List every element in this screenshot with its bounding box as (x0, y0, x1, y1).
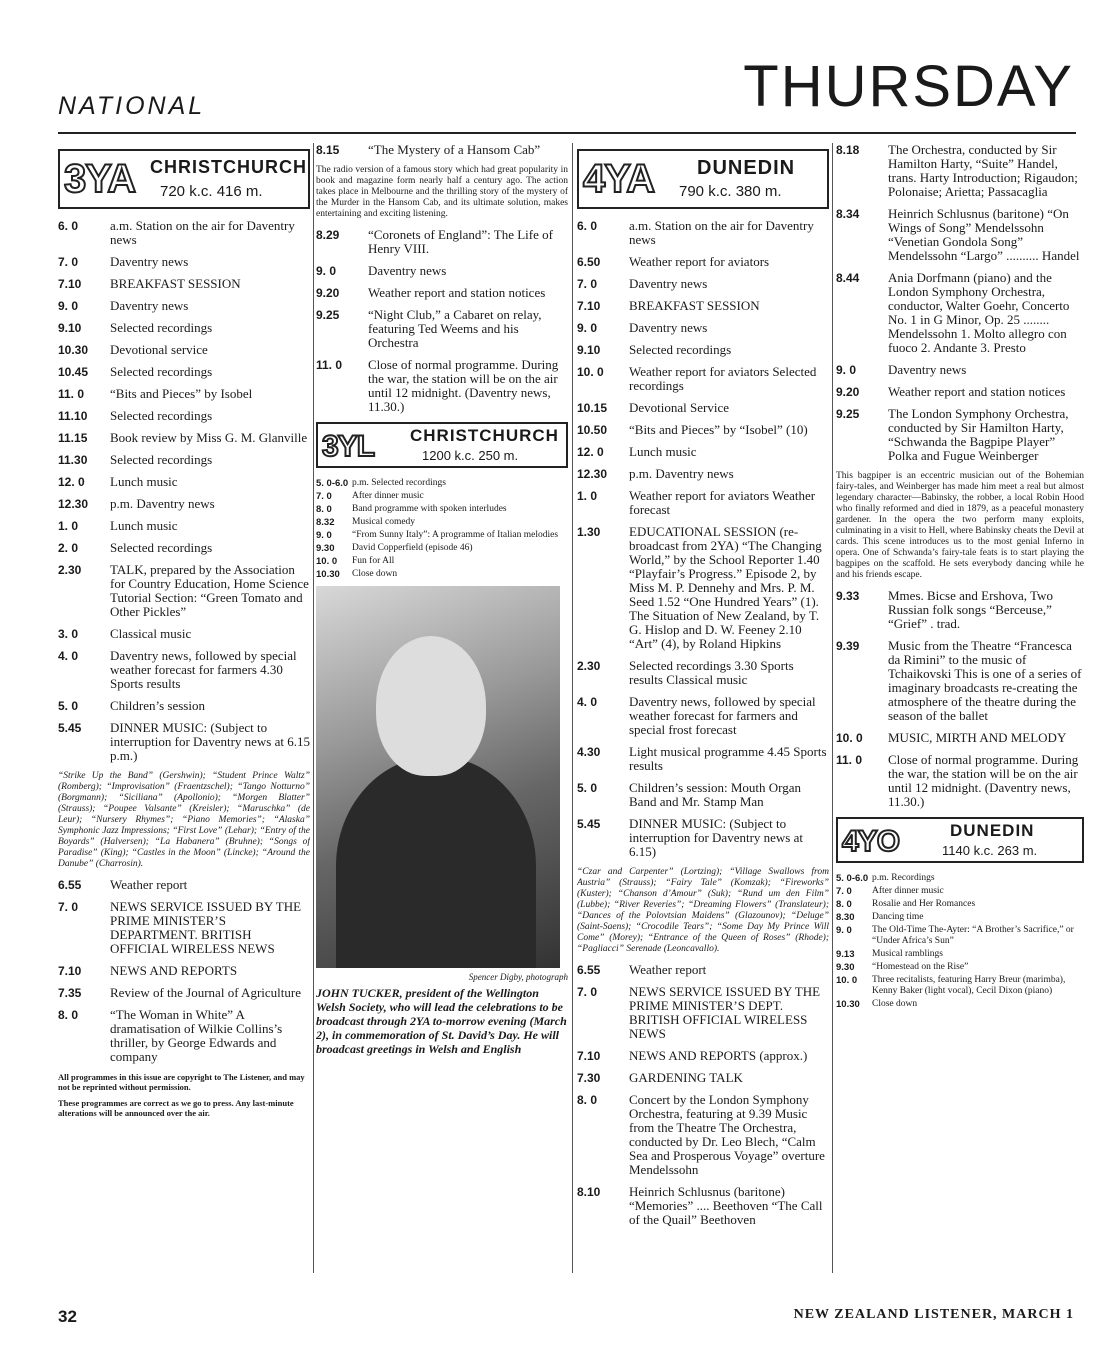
photo-caption: JOHN TUCKER, president of the Wellington Welsh Society, who will lead the celebrations to be broadcast through 2YA to-morrow evening (March 2), in commemoration of St. David’s Day. He will broadcast greetings in Welsh and English (316, 986, 567, 1056)
entry-description: BREAKFAST SESSION (110, 276, 241, 291)
programme-entry (836, 925, 1084, 947)
entry-time: 9.25 (836, 407, 860, 421)
entry-description: Children’s session (110, 698, 205, 713)
programme-entry (836, 143, 1084, 199)
column-4ya (577, 143, 829, 1273)
entry-description: Selected recordings (110, 320, 213, 335)
programme-entry (316, 286, 568, 300)
entry-time: 9.30 (316, 543, 335, 554)
entry-time: 8.32 (316, 517, 335, 528)
entry-time: 7.10 (577, 299, 601, 313)
entry-time: 9.39 (836, 639, 860, 653)
entry-time: 10. 0 (577, 365, 604, 379)
entry-description: Weather report for aviators (629, 254, 770, 269)
section-label: NATIONAL (58, 92, 206, 120)
entry-time: 3. 0 (58, 627, 79, 641)
entry-description: MUSIC, MIRTH AND MELODY (888, 730, 1067, 745)
entry-time: 8. 0 (577, 1093, 598, 1107)
entry-description: Daventry news, followed by special weather forecast for farmers 4.30 Sports results (110, 648, 297, 691)
station-call: 3YA (64, 157, 136, 201)
programme-entry (577, 365, 829, 393)
entry-description: Daventry news (629, 320, 708, 335)
entry-description: Selected recordings (110, 364, 213, 379)
entry-time: 10. 0 (836, 975, 858, 986)
entry-description: Lunch music (110, 518, 178, 533)
entry-time: 8.18 (836, 143, 860, 157)
entry-description: Daventry news (110, 298, 189, 313)
entry-description: Devotional service (110, 342, 208, 357)
programme-entry (836, 731, 1084, 745)
column-divider (572, 143, 573, 1273)
programme-entry (577, 1071, 829, 1085)
photo-credit: Spencer Digby, photograph (468, 972, 568, 982)
programme-entry (58, 409, 310, 423)
entry-time: 11. 0 (58, 387, 85, 401)
programme-entry (58, 519, 310, 533)
programme-entry (836, 207, 1084, 263)
station-frequency: 1140 k.c. 263 m. (942, 843, 1038, 858)
programme-entry (58, 721, 310, 763)
entry-description: The Old-Time The-Ayter: “A Brother’s Sacrifice,” or “Under Africa’s Sun” (872, 925, 1074, 946)
entry-time: 11. 0 (836, 753, 863, 767)
programme-entry (58, 343, 310, 357)
station-city: DUNEDIN (950, 821, 1035, 840)
dinner-music-note: “Czar and Carpenter” (Lortzing); “Village Swallows from Austria” (Strauss); “Fairy Tale” (Komzak); “Fireworks” (Kuster); “Chanson d’Amour” (Suk); “Rund um den Film” (Lubbe); “River Reveries”; “Dreaming Flowers” (Translateur); “Dances of the Polovtsian Maidens” (Glazounov); “Deluge” (Saint-Saens); “Crocodile Tears”; “Some Day My Prince Will Come” (Morey); “Entrance of the Queen of Roses” (Rhode); “Pagliacci” Serenade (Leoncavallo). (577, 867, 829, 954)
entry-time: 8.10 (577, 1185, 601, 1199)
entry-time: 9. 0 (316, 264, 337, 278)
entry-description: Mmes. Bicse and Ershova, Two Russian folk songs “Berceuse,” “Grief” . trad. (888, 588, 1053, 631)
bagpipe-note: This bagpiper is an eccentric musician out of the Bohemian fairy-tales, and Weinberger has made him meet a real but almost legendary character—Babinsky, the robber, a local Robin Hood who finally reformed and died in 1879, as a peaceful monastery gardener. In the opera the two perform many exploits, culminating in a visit to Hell, where Babinsky cheats the Devil at cards. This scene introduces us to the most genial Inferno in opera. One of Schwanda’s fairy-tale feats is to start playing the bagpipes on the scaffold. He sets everybody dancing while he and his friends escape. (836, 471, 1084, 580)
entry-description: Close of normal programme. During the war, the station will be on the air until 12 midnight. (Daventry news, 11.30.) (888, 752, 1079, 809)
entry-description: Weather report (629, 962, 707, 977)
programme-entry (58, 541, 310, 555)
entry-time: 5.45 (577, 817, 601, 831)
entry-time: 9.10 (58, 321, 82, 335)
entry-time: 10.15 (577, 401, 608, 415)
entry-time: 4. 0 (577, 695, 598, 709)
entry-description: p.m. Recordings (872, 873, 935, 883)
entry-description: TALK, prepared by the Association for Country Education, Home Science Tutorial Section: “Green Tomato and Other Pickles” (110, 562, 309, 619)
entry-description: Lunch music (629, 444, 697, 459)
station-city: CHRISTCHURCH (410, 426, 559, 445)
programme-entry (58, 431, 310, 445)
programme-entry (58, 255, 310, 269)
programme-entry (316, 530, 568, 541)
entry-time: 7.10 (58, 277, 82, 291)
entry-time: 12.30 (58, 497, 89, 511)
programme-entry (577, 817, 829, 859)
entry-description: Rosalie and Her Romances (872, 899, 976, 909)
entry-time: 2.30 (577, 659, 601, 673)
programme-entry (836, 753, 1084, 809)
station-call: 4YO (842, 825, 900, 858)
programme-entry (577, 1093, 829, 1177)
header-rule (58, 132, 1076, 134)
programme-entry (836, 271, 1084, 355)
entry-description: “Night Club,” a Cabaret on relay, featuring Ted Weems and his Orchestra (368, 307, 542, 350)
entry-description: Musical comedy (352, 517, 416, 527)
entry-description: Close down (352, 569, 398, 579)
programme-entry (577, 659, 829, 687)
entry-time: 5. 0-6.0 (316, 478, 349, 489)
programme-entry (836, 385, 1084, 399)
entry-time: 5. 0-6.0 (836, 873, 869, 884)
programme-entry (58, 321, 310, 335)
page-number: 32 (58, 1307, 77, 1326)
programme-entry (577, 695, 829, 737)
entry-time: 10.45 (58, 365, 89, 379)
programme-entry (836, 962, 1084, 973)
entry-time: 10. 0 (836, 731, 863, 745)
station-call: 4YA (583, 157, 655, 201)
entry-description: Selected recordings (110, 540, 213, 555)
programme-entry (316, 517, 568, 528)
programme-entry (316, 504, 568, 515)
entry-time: 6. 0 (58, 219, 79, 233)
station-frequency: 1200 k.c. 250 m. (422, 448, 519, 463)
programme-entry (836, 407, 1084, 463)
station-city: DUNEDIN (697, 157, 796, 179)
entry-time: 9. 0 (58, 299, 79, 313)
column-3ya-evening (316, 143, 568, 1273)
entry-description: p.m. Daventry news (629, 466, 734, 481)
entry-time: 10.30 (836, 999, 860, 1010)
programme-entry (577, 489, 829, 517)
dinner-music-note: “Strike Up the Band” (Gershwin); “Student Prince Waltz” (Romberg); “Improvisation” (Fraentzschel); “Tango Notturno” (Borgmann); “Siciliana” (Apollonio); “Morgen Blatter” (Strauss); “Poupee Valsante” (Kreisler); “Maruschka” (de Leur); “Nursery Rhymes”; “Piano Memories”; “Alaska” Symphonic Jazz Impressions; “First Love” (Lehar); “Entry of the Boyards” (Halversen); “La Habanera” (Bruhne); “Songs of Paradise” (King); “Castles in the Moon” (Lincke); “Around the Danube” (Charrosin). (58, 771, 310, 869)
entry-description: a.m. Station on the air for Daventry news (629, 218, 814, 247)
entry-description: Weather report for aviators Weather forecast (629, 488, 816, 517)
entry-description: David Copperfield (episode 46) (352, 543, 473, 553)
entry-time: 1.30 (577, 525, 601, 539)
entry-description: NEWS AND REPORTS (110, 963, 238, 978)
entry-description: Daventry news, followed by special weather forecast for farmers and special frost forecast (629, 694, 816, 737)
entry-description: Three recitalists, featuring Harry Breur (marimba), Kenny Baker (light vocal), Cecil Dixon (piano) (872, 975, 1066, 996)
entry-time: 9.25 (316, 308, 340, 322)
entry-time: 6.55 (577, 963, 601, 977)
entry-description: Weather report (110, 877, 188, 892)
station-box-4yo (836, 817, 1084, 863)
programme-entry (58, 563, 310, 619)
programme-entry (836, 363, 1084, 377)
programme-entry (58, 964, 310, 978)
entry-description: p.m. Selected recordings (352, 478, 446, 488)
programme-entry (577, 467, 829, 481)
entry-time: 10.30 (316, 569, 340, 580)
entry-description: “Bits and Pieces” by Isobel (110, 386, 253, 401)
entry-time: 11.10 (58, 409, 88, 423)
entry-time: 6.55 (58, 878, 82, 892)
programme-entry (58, 453, 310, 467)
programme-entry (577, 445, 829, 459)
entry-time: 5. 0 (577, 781, 598, 795)
entry-time: 10.30 (58, 343, 89, 357)
entry-description: “Bits and Pieces” by “Isobel” (10) (629, 422, 808, 437)
entry-time: 9.13 (836, 949, 855, 960)
programme-entry (836, 999, 1084, 1010)
station-box-3yl (316, 422, 568, 468)
entry-time: 12.30 (577, 467, 608, 481)
entry-time: 2. 0 (58, 541, 79, 555)
programme-entry (577, 343, 829, 357)
column-4ya-evening (836, 143, 1084, 1273)
entry-description: Dancing time (872, 912, 924, 922)
programme-entry (577, 1185, 829, 1227)
station-box-4ya (577, 149, 829, 209)
entry-time: 2.30 (58, 563, 82, 577)
programme-entry (316, 543, 568, 554)
programme-entry (316, 556, 568, 567)
programme-entry (577, 423, 829, 437)
station-city: CHRISTCHURCH (150, 157, 307, 177)
hansom-note: The radio version of a famous story which had great popularity in book and magazine form nearly half a century ago. The action takes place in Melbourne and the thrilling story of the mystery of the Murder in the Hansom Cab, and its ultimate solution, makes entertaining and exciting listening. (316, 165, 568, 219)
entry-description: Fun for All (352, 556, 395, 566)
programme-entry (316, 569, 568, 580)
programme-entry (577, 401, 829, 415)
programme-entry (836, 899, 1084, 910)
programme-entry (316, 491, 568, 502)
entry-description: Music from the Theatre “Francesca da Rimini” to the music of Tchaikovski This is one of a series of imaginary broadcasts re-creating the atmosphere of the theatre during the season of the ballet (888, 638, 1082, 723)
entry-time: 10. 0 (316, 556, 338, 567)
entry-description: BREAKFAST SESSION (629, 298, 760, 313)
entry-description: Selected recordings (629, 342, 732, 357)
programme-entry (58, 1008, 310, 1064)
programme-entry (577, 963, 829, 977)
entry-description: EDUCATIONAL SESSION (re-broadcast from 2YA) “The Changing World,” by the School Reporter 1.40 “Playfair’s Progress.” Episode 2, by Miss M. P. Dennehy and Mrs. P. M. Seed 1.52 “One Hundred Years” (1). The Situation of New Zealand, by T. G. Hislop and D. W. Feeney 2.10 “Art” (4), by Roland Hipkins (629, 524, 822, 651)
programme-entry (58, 497, 310, 511)
entry-time: 8. 0 (58, 1008, 79, 1022)
programme-entry (58, 387, 310, 401)
entry-description: Devotional Service (629, 400, 729, 415)
programme-entry (577, 985, 829, 1041)
entry-time: 1. 0 (577, 489, 598, 503)
column-divider (313, 143, 314, 1273)
entry-time: 9. 0 (577, 321, 598, 335)
entry-description: Heinrich Schlusnus (baritone) “On Wings of Song” Mendelssohn “Venetian Gondola Song” Mendelssohn “Largo” .......... Handel (888, 206, 1080, 263)
entry-time: 11. 0 (316, 358, 343, 372)
entry-description: DINNER MUSIC: (Subject to interruption for Daventry news at 6.15) (629, 816, 804, 859)
programme-entry (58, 277, 310, 291)
entry-time: 9.33 (836, 589, 860, 603)
entry-description: Selected recordings (110, 408, 213, 423)
entry-description: Concert by the London Symphony Orchestra, featuring at 9.39 Music from the Theatre The Orchestra, conducted by Dr. Leo Blech, “Calm Sea and Prosperous Voyage” overture Mendelssohn (629, 1092, 825, 1177)
programme-entry (577, 255, 829, 269)
entry-time: 6. 0 (577, 219, 598, 233)
entry-time: 10.50 (577, 423, 608, 437)
programme-entry (58, 649, 310, 691)
entry-time: 9. 0 (316, 530, 332, 541)
entry-time: 9.30 (836, 962, 855, 973)
entry-time: 9.10 (577, 343, 601, 357)
entry-description: Selected recordings 3.30 Sports results Classical music (629, 658, 794, 687)
programme-entry (58, 878, 310, 892)
entry-description: NEWS SERVICE ISSUED BY THE PRIME MINISTER’S DEPARTMENT. BRITISH OFFICIAL WIRELESS NEWS (110, 899, 302, 956)
entry-description: NEWS SERVICE ISSUED BY THE PRIME MINISTER’S DEPT. BRITISH OFFICIAL WIRELESS NEWS (629, 984, 821, 1041)
entry-description: Daventry news (110, 254, 189, 269)
entry-description: “Coronets of England”: The Life of Henry VIII. (368, 227, 553, 256)
programme-entry (577, 745, 829, 773)
station-frequency: 720 k.c. 416 m. (160, 183, 263, 200)
entry-description: Lunch music (110, 474, 178, 489)
entry-description: “The Woman in White” A dramatisation of Wilkie Collins’s thriller, by George Edwards and company (110, 1007, 283, 1064)
entry-time: 4. 0 (58, 649, 79, 663)
entry-time: 12. 0 (58, 475, 85, 489)
programme-entry (58, 699, 310, 713)
entry-time: 6.50 (577, 255, 601, 269)
station-box-3ya (58, 149, 310, 209)
entry-description: Light musical programme 4.45 Sports results (629, 744, 827, 773)
entry-time: 5. 0 (58, 699, 79, 713)
entry-time: 7. 0 (58, 255, 79, 269)
programme-entry (58, 986, 310, 1000)
entry-description: Musical ramblings (872, 949, 943, 959)
entry-time: 8. 0 (836, 899, 852, 910)
entry-description: “From Sunny Italy”: A programme of Italian melodies (352, 530, 559, 540)
entry-time: 7. 0 (577, 277, 598, 291)
entry-time: 7.35 (58, 986, 82, 1000)
entry-time: 7. 0 (58, 900, 79, 914)
entry-time: 7. 0 (836, 886, 852, 897)
programme-entry (58, 219, 310, 247)
entry-description: Weather report and station notices (888, 384, 1066, 399)
entry-description: Weather report for aviators Selected recordings (629, 364, 817, 393)
entry-description: Ania Dorfmann (piano) and the London Symphony Orchestra, conductor, Walter Goehr, Concerto No. 1 in G Minor, Op. 25 ........ Mendelssohn 1. Molto allegro con fuoco 2. Andante 3. Presto (888, 270, 1070, 355)
entry-description: Classical music (110, 626, 192, 641)
portrait-head (376, 636, 486, 776)
entry-time: 8.15 (316, 143, 340, 157)
programme-entry (577, 781, 829, 809)
programme-entry (58, 365, 310, 379)
programme-entry (577, 299, 829, 313)
entry-description: p.m. Daventry news (110, 496, 215, 511)
entry-time: 7. 0 (577, 985, 598, 999)
entry-time: 8.34 (836, 207, 860, 221)
programme-entry (316, 478, 568, 489)
entry-time: 7.30 (577, 1071, 601, 1085)
entry-time: 8. 0 (316, 504, 332, 515)
programme-entry (577, 219, 829, 247)
entry-time: 11.15 (58, 431, 88, 445)
programme-entry (58, 900, 310, 956)
entry-time: 11.30 (58, 453, 88, 467)
programme-entry (316, 264, 568, 278)
entry-description: GARDENING TALK (629, 1070, 743, 1085)
programme-entry (836, 975, 1084, 997)
entry-time: 9.20 (316, 286, 340, 300)
entry-time: 12. 0 (577, 445, 604, 459)
entry-description: “The Mystery of a Hansom Cab” (368, 143, 541, 157)
entry-time: 9. 0 (836, 925, 852, 936)
programme-entry (58, 299, 310, 313)
entry-description: Selected recordings (110, 452, 213, 467)
entry-description: Band programme with spoken interludes (352, 504, 507, 514)
entry-time: 4.30 (577, 745, 601, 759)
programme-entry (316, 358, 568, 414)
entry-description: Close of normal programme. During the war, the station will be on the air until 12 midnight. (Daventry news, 11.30.) (368, 357, 559, 414)
programme-entry (577, 321, 829, 335)
entry-description: Weather report and station notices (368, 285, 546, 300)
entry-description: Close down (872, 999, 918, 1009)
entry-time: 8.30 (836, 912, 855, 923)
programme-entry (577, 1049, 829, 1063)
entry-time: 8.29 (316, 228, 340, 242)
entry-description: After dinner music (352, 491, 424, 501)
day-title: THURSDAY (743, 54, 1074, 119)
column-divider (832, 143, 833, 1273)
correct-note: These programmes are correct as we go to press. Any last-minute alterations will be announced over the air. (58, 1098, 294, 1118)
programme-entry (316, 228, 568, 256)
entry-description: Review of the Journal of Agriculture (110, 985, 301, 1000)
programme-entry (836, 639, 1084, 723)
entry-time: 5.45 (58, 721, 82, 735)
entry-description: a.m. Station on the air for Daventry news (110, 218, 295, 247)
entry-time: 9. 0 (836, 363, 857, 377)
programme-entry (58, 475, 310, 489)
column-3ya (58, 143, 310, 1273)
programme-entry (58, 627, 310, 641)
entry-description: The London Symphony Orchestra, conducted by Sir Hamilton Harty, “Schwanda the Bagpipe Player” Polka and Fugue Weinberger (888, 406, 1069, 463)
entry-description: The Orchestra, conducted by Sir Hamilton Harty, “Suite” Handel, trans. Harty Introduction; Rigaudon; Polonaise; Arietta; Passacaglia (888, 143, 1078, 199)
entry-description: DINNER MUSIC: (Subject to interruption for Daventry news at 6.15 p.m.) (110, 720, 310, 763)
copyright-note: All programmes in this issue are copyright to The Listener, and may not be reprinted without permission. (58, 1072, 305, 1092)
programme-entry (836, 873, 1084, 884)
programme-entry (316, 308, 568, 350)
entry-time: 7.10 (58, 964, 82, 978)
entry-description: Children’s session: Mouth Organ Band and Mr. Stamp Man (629, 780, 802, 809)
programme-entry (836, 886, 1084, 897)
entry-description: After dinner music (872, 886, 944, 896)
entry-description: Daventry news (629, 276, 708, 291)
station-call: 3YL (322, 430, 375, 463)
programme-entry (577, 277, 829, 291)
entry-time: 1. 0 (58, 519, 79, 533)
entry-description: NEWS AND REPORTS (approx.) (629, 1048, 808, 1063)
entry-description: “Homestead on the Rise” (872, 962, 969, 972)
entry-time: 7. 0 (316, 491, 332, 502)
entry-time: 9.20 (836, 385, 860, 399)
portrait-photo (316, 586, 560, 968)
programme-entry (316, 143, 568, 157)
entry-description: Daventry news (368, 263, 447, 278)
programme-entry (836, 589, 1084, 631)
publication-footer: NEW ZEALAND LISTENER, MARCH 1 (793, 1307, 1074, 1322)
entry-description: Heinrich Schlusnus (baritone) “Memories” .... Beethoven “The Call of the Quail” Beethoven (629, 1184, 823, 1227)
programme-entry (836, 949, 1084, 960)
entry-description: Daventry news (888, 362, 967, 377)
programme-entry (577, 525, 829, 651)
programme-entry (836, 912, 1084, 923)
entry-time: 8.44 (836, 271, 860, 285)
portrait-body (336, 756, 536, 968)
station-frequency: 790 k.c. 380 m. (679, 183, 782, 200)
entry-description: Book review by Miss G. M. Glanville (110, 430, 308, 445)
entry-time: 7.10 (577, 1049, 601, 1063)
